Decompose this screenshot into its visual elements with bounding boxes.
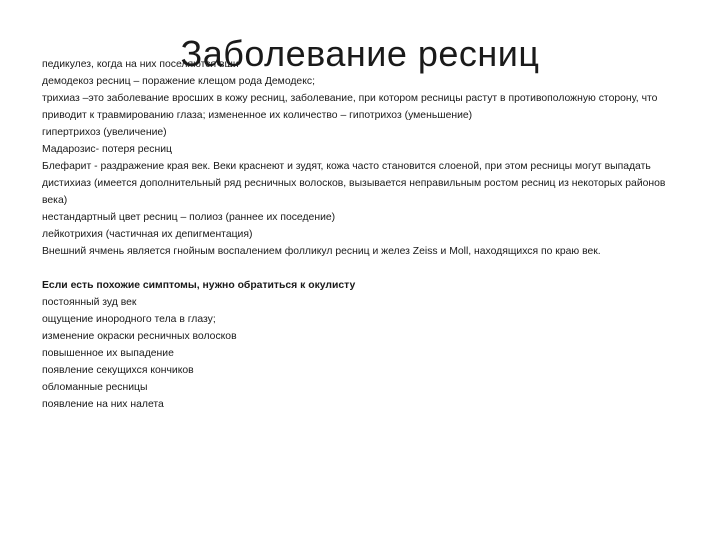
symptom-item-split-ends: появление секущихся кончиков <box>42 365 194 376</box>
disease-item-hypertrichosis: гипертрихоз (увеличение) <box>42 127 167 138</box>
symptom-item-coating: появление на них налета <box>42 399 164 410</box>
disease-item-madarosis: Мадарозис- потеря ресниц <box>42 144 172 155</box>
slide-content <box>42 56 676 413</box>
section-gap <box>42 260 676 277</box>
disease-item-external-hordeolum: Внешний ячмень является гнойным воспалением фолликул ресниц и желез Zeiss и Moll, находящихся по краю век. <box>42 246 601 257</box>
symptom-item-broken-lashes: обломанные ресницы <box>42 382 148 393</box>
disease-item-pediculosis: педикулез, когда на них поселяются вши <box>42 59 239 70</box>
symptom-item-itching: постоянный зуд век <box>42 297 137 308</box>
disease-item-poliosis: нестандартный цвет ресниц – полиоз (раннее их поседение) <box>42 212 336 223</box>
disease-item-blepharitis: Блефарит - раздражение края век. Веки краснеют и зудят, кожа часто становится слоеной, при этом ресницы могут выпадать <box>42 161 651 172</box>
slide-title: Заболевание ресниц <box>180 33 540 75</box>
symptom-item-foreign-body: ощущение инородного тела в глазу; <box>42 314 216 325</box>
disease-list <box>42 56 676 260</box>
disease-item-distichiasis: дистихиаз (имеется дополнительный ряд ресничных волосков, вызывается неправильным ростом ресниц из некоторых районов века) <box>42 178 666 206</box>
symptom-item-color-change: изменение окраски ресничных волосков <box>42 331 237 342</box>
symptoms-heading: Если есть похожие симптомы, нужно обратиться к окулисту <box>42 280 356 291</box>
disease-item-demodicosis: демодекоз ресниц – поражение клещом рода Демодекс; <box>42 76 315 87</box>
disease-item-leukotrichia: лейкотрихия (частичная их депигментация) <box>42 229 253 240</box>
disease-item-trichiasis: трихиаз –это заболевание вросших в кожу ресниц, заболевание, при котором ресницы растут в противоположную сторону, что приводит к травмированию глаза; измененное их количество – гипотрихоз (уменьшение) <box>42 93 658 121</box>
symptom-item-hair-loss: повышенное их выпадение <box>42 348 174 359</box>
symptoms-section <box>42 277 676 413</box>
